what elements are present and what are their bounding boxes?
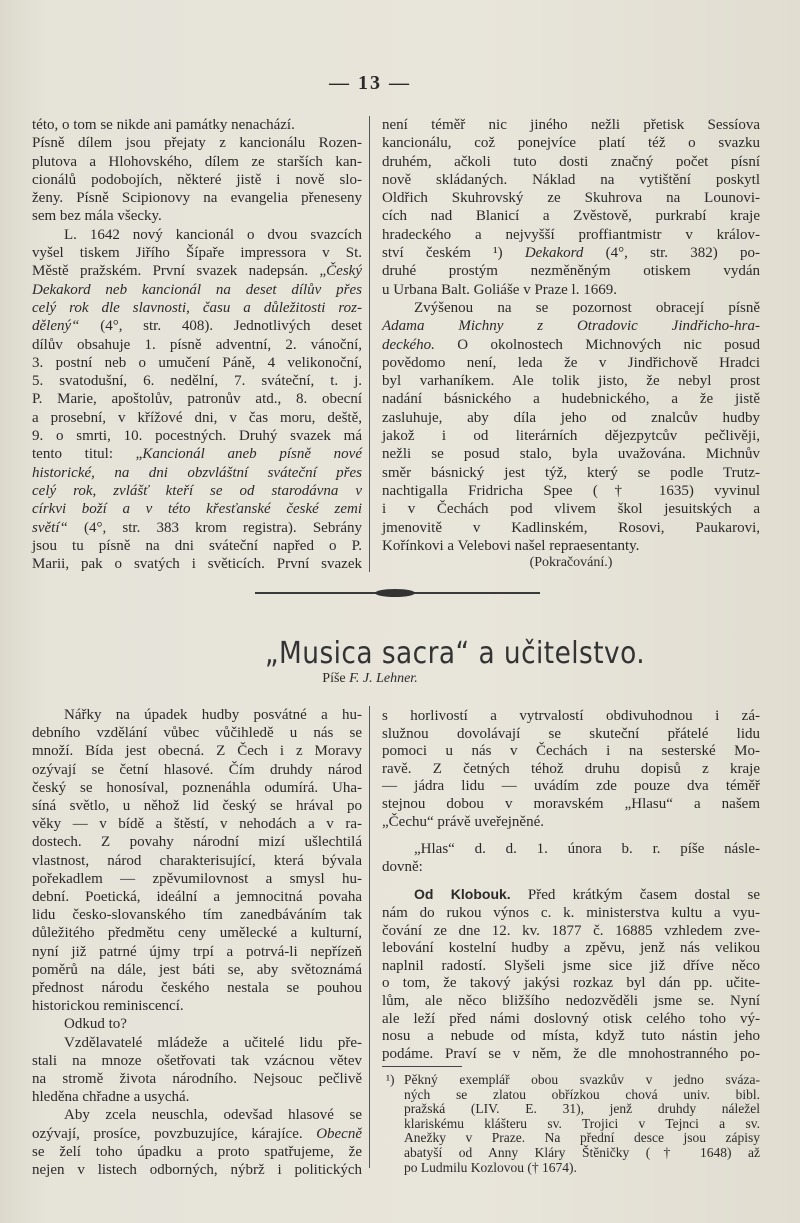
byline <box>250 671 490 687</box>
text-run: druhé prostým nezměněným otiskem vydán <box>382 263 760 280</box>
text-line <box>32 888 362 906</box>
paragraph <box>382 299 760 555</box>
text-run: stejnou dobou v moravském „Hlasu“ a našem <box>382 795 760 812</box>
text-line <box>382 354 760 372</box>
text-run: hradeckého a nejvyšší proffiantmistr v králov- <box>382 226 760 243</box>
text-line <box>404 1102 760 1117</box>
text-line <box>382 134 760 152</box>
italic-text: Obecně <box>316 1125 362 1142</box>
text-run: po Ludmilu Kozlovou († 1674). <box>404 1159 577 1175</box>
text-line <box>32 1070 362 1088</box>
text-run: ozývají se četní hlasové. Čím druhdy národ <box>32 761 362 778</box>
paragraph <box>382 116 760 299</box>
text-run: cích nad Blanicí a Zvěstově, purkrabí kraje <box>382 208 760 225</box>
italic-text: církvi boží a v této křesťanské české zemi <box>32 501 362 518</box>
text-run: Anežky v Praze. Na přední desce jsou zápisy <box>404 1130 760 1146</box>
text-run: věky — v bídě a štěstí, v nehodách a v ra- <box>32 816 362 833</box>
text-run: o tom, že takový jakýsi rozkaz byl dán pp. učite- <box>382 975 760 992</box>
text-run: nadání básnického a hudebnického, a že jistě <box>382 391 760 408</box>
bold-text: Od Klobouk. <box>414 886 511 903</box>
text-line <box>32 1034 362 1052</box>
text-line <box>32 979 362 997</box>
text-line <box>32 281 362 299</box>
text-run: nejen v listech odborných, nýbrž i politických <box>32 1162 362 1179</box>
footnote-mark: ¹) <box>386 1072 395 1087</box>
text-run: této, o tom se nikde ani památky nenachází. <box>32 117 295 133</box>
text-line <box>32 445 362 463</box>
text-line <box>32 961 362 979</box>
text-line <box>32 244 362 262</box>
text-run: nyní již patrné újmy trpí a potrvá-li nepřízeň <box>32 943 362 960</box>
text-line <box>32 372 362 390</box>
text-run: služnou dovolávají se skuteční přátelé lidu <box>382 725 760 742</box>
italic-text: Dekakord neb kancionál na deset dílův přes <box>32 281 362 298</box>
text-line <box>382 1046 760 1064</box>
text-line <box>32 706 362 724</box>
text-line <box>32 997 362 1015</box>
text-run: povědomo není, leda že v Jindřichově Hradci <box>382 354 760 371</box>
text-line <box>382 464 760 482</box>
text-line <box>382 796 760 814</box>
text-line <box>32 761 362 779</box>
text-run: ných se zlatou obřízkou chová univ. bibl. <box>404 1086 760 1102</box>
text-line <box>32 262 362 280</box>
text-run: lům, ale něco bližšího nedozvěděli jsme se. Nyní <box>382 992 760 1009</box>
column-top-right <box>382 116 760 555</box>
text-run: ravě. Z četných téhož druhu dopisů z kraje <box>382 760 760 777</box>
text-line <box>382 993 760 1011</box>
paragraph <box>382 886 760 1063</box>
text-line <box>32 537 362 555</box>
text-line <box>382 886 760 905</box>
text-line <box>382 905 760 923</box>
text-run: přednost národu českého nestala se pouhou <box>32 980 362 997</box>
text-run: množí. Bída jest obecná. Z Čech i z Moravy <box>32 743 362 760</box>
text-run: jakož i od literárních dějezpytcův pečlivěji, <box>382 428 760 445</box>
text-run: na stromě života národního. Nejsouc pečlivě <box>32 1071 362 1088</box>
text-line <box>382 299 760 317</box>
text-line <box>32 464 362 482</box>
text-line <box>32 742 362 760</box>
text-line <box>32 943 362 961</box>
text-line <box>404 1117 760 1132</box>
text-run: Zvýšenou na se pozornost obracejí písně <box>414 299 760 316</box>
text-run: Písně dílem jsou přejaty z kancionálu Rozen- <box>32 135 362 152</box>
italic-text: historické, na dni obzvláštní sváteční přes <box>32 464 362 481</box>
text-run: L. 1642 nový kancionál o dvou svazcích <box>64 226 362 243</box>
byline-prefix: Píše <box>322 671 350 686</box>
text-run: kancionálu, což ponejvíce platí též o svazku <box>382 135 760 152</box>
text-line <box>382 189 760 207</box>
text-run: O okolnostech Michnových nic posud <box>434 336 760 353</box>
text-line <box>32 390 362 408</box>
text-run: Nářky na úpadek hudby posvátné a hu- <box>64 707 362 723</box>
text-line <box>382 708 760 726</box>
paragraph <box>32 116 362 134</box>
text-line <box>382 390 760 408</box>
text-line <box>32 1143 362 1161</box>
paragraph <box>32 1106 362 1179</box>
text-line <box>32 555 362 573</box>
paragraph <box>32 226 362 574</box>
text-run: (4°, str. 382) po- <box>583 245 760 262</box>
italic-text: celý rok dle slavnosti, času a důležitosti roz- <box>32 299 362 316</box>
text-run: historickou reminiscencí. <box>32 998 184 1015</box>
text-line <box>32 317 362 335</box>
column-divider <box>369 706 370 1168</box>
text-run: jsou tu písně na dni sváteční napřed o P. <box>32 537 362 554</box>
text-run: Aby zcela neuschla, odevšad hlasové se <box>64 1107 362 1124</box>
text-line <box>32 171 362 189</box>
text-line <box>382 244 760 262</box>
text-run: nám do rukou výnos c. k. ministerstva kultu a vyu- <box>382 904 760 921</box>
article-title: „Musica sacra“ a učitelstvo. <box>264 636 646 671</box>
text-run: abatyší od Anny Kláry Štěničky († 1648) až <box>404 1144 760 1160</box>
text-run: (4°, str. 383 krom registra). Sebrány <box>67 519 362 536</box>
text-run: P. Marie, apoštolův, patronův atd., 8. obecní <box>32 391 362 408</box>
text-run: se želí toho úpadku a proto spatřujeme, že <box>32 1143 362 1160</box>
text-run: ozývají, prosíce, povzbuzujíce, kárajíce. <box>32 1125 317 1142</box>
text-run: nosu a nebude od místa, když tuto nástin jeho <box>382 1028 760 1045</box>
text-run: plutova a Hlohovského, dílem ze starších kan- <box>32 153 362 170</box>
text-run: vyšel tiskem Jiřího Šípaře impressora v St. <box>32 245 362 262</box>
text-run: ale leží před námi doslovný otisk celého toho vý- <box>382 1010 760 1027</box>
text-run: cionálů podobojích, některé jistě i nově slo- <box>32 171 362 188</box>
text-line <box>32 1052 362 1070</box>
text-run: český se honosíval, poznenáhla odumírá. Uha- <box>32 779 362 796</box>
text-run: důležitého předmětu ceny umělecké a kulturní, <box>32 925 362 942</box>
text-line <box>32 870 362 888</box>
text-line <box>32 906 362 924</box>
text-line <box>32 409 362 427</box>
text-line <box>382 482 760 500</box>
text-line <box>382 940 760 958</box>
text-run: s horlivostí a vytrvalostí obdivuhodnou i zá- <box>382 708 760 724</box>
continued-note: (Pokračování.) <box>529 555 613 570</box>
text-line <box>382 1011 760 1029</box>
text-line <box>382 207 760 225</box>
text-run: sem bez mála všecky. <box>32 208 162 225</box>
text-run: Vzdělavatelé mládeže a učitelé lidu pře- <box>64 1034 362 1051</box>
text-line <box>32 427 362 445</box>
text-run: 3. postní neb o umučení Páně, 4 velikonoční, <box>32 354 362 371</box>
text-line <box>32 1161 362 1179</box>
text-run: Kořínkovi a Velebovi našel repraesentanty. <box>382 537 640 554</box>
text-line <box>32 815 362 833</box>
text-run: lebování kostelní hudby a zpěvu, jenž nás velikou <box>382 940 760 957</box>
text-run: nachtigalla Fridricha Spee († 1635) vyvinul <box>382 482 760 499</box>
italic-text: deckého. <box>382 336 435 353</box>
text-run: stali na mnoze ošetřovati tak vzácnou větev <box>32 1052 362 1069</box>
text-run: „Čechu“ právě uveřejněné. <box>382 813 544 830</box>
italic-text: Český <box>326 263 362 280</box>
text-line <box>382 778 760 796</box>
footnote <box>382 1073 760 1175</box>
text-run: (4°, str. 408). Jednotlivých deset <box>79 318 362 335</box>
column-bottom-left <box>32 706 362 1179</box>
italic-text: světí“ <box>32 519 68 536</box>
text-line <box>404 1131 760 1146</box>
text-line <box>382 1028 760 1046</box>
text-run: Pěkný exemplář obou svazkův v jedno sváza- <box>404 1072 760 1087</box>
text-run: klariskému klášteru sv. Trojici v Tejnci a sv. <box>404 1115 760 1131</box>
text-run: pořekadlem — zpěvumilovnost a smysl hu- <box>32 870 362 887</box>
text-line <box>382 336 760 354</box>
italic-text: Dekakord <box>524 245 584 262</box>
text-run: poměrů na dále, jest báti se, aby světoznámá <box>32 961 362 978</box>
text-line <box>32 724 362 742</box>
text-run: hleděna chřadne a usychá. <box>32 1089 190 1106</box>
paragraph <box>32 134 362 225</box>
text-line <box>382 409 760 427</box>
text-run: zasluhuje, aby díla jeho od znalcův hudby <box>382 409 760 426</box>
text-run: síná světlo, u něhož lid český se hrával po <box>32 798 362 815</box>
text-run: Před krátkým časem dostal se <box>510 887 760 904</box>
italic-text: Adama Michny z Otradovic Jindřicho-hra- <box>382 318 760 335</box>
text-run: dební. Poetická, ideální a jemnocitná povaha <box>32 889 362 906</box>
text-run: 9. o smrti, 10. pocestných. Druhý svazek má <box>32 428 362 445</box>
text-run: není téměř nic jiného nežli přetisk Sessíova <box>382 117 760 133</box>
text-run: Odkud to? <box>64 1016 127 1033</box>
text-run: čování ze dne 12. kv. 1877 č. 16885 vzhledem zve- <box>382 922 760 939</box>
page-number: — 13 — <box>329 72 411 94</box>
text-run: tento titul: „ <box>32 446 143 463</box>
text-line <box>32 797 362 815</box>
text-run: „Hlas“ d. d. 1. února b. r. píše násle- <box>414 841 760 858</box>
text-line <box>32 354 362 372</box>
column-divider <box>369 116 370 572</box>
text-line <box>382 500 760 518</box>
italic-text: dělený“ <box>32 318 80 335</box>
paragraph <box>32 1034 362 1107</box>
text-line <box>404 1161 760 1176</box>
text-line <box>32 519 362 537</box>
text-line <box>32 1125 362 1143</box>
text-line <box>32 924 362 942</box>
paragraph <box>32 706 362 1015</box>
text-line <box>32 482 362 500</box>
text-run: nežli se posud stalo, byla uvažována. Michnův <box>382 446 760 463</box>
text-line <box>382 427 760 445</box>
text-run: dovně: <box>382 858 423 875</box>
text-line <box>382 153 760 171</box>
text-line <box>32 134 362 152</box>
text-line <box>382 262 760 280</box>
paragraph <box>382 708 760 831</box>
text-run: pomoci u nás v Čechách i na sesterské Mo- <box>382 743 760 760</box>
text-line <box>404 1146 760 1161</box>
text-line <box>382 537 760 555</box>
text-line <box>32 299 362 317</box>
text-line <box>32 189 362 207</box>
text-line <box>32 207 362 225</box>
text-run: ženy. Písně Scipionovy na evangelia přeneseny <box>32 190 362 207</box>
text-line <box>382 281 760 299</box>
text-run: debního vzdělání vůbec vůčihledě u nás se <box>32 725 362 742</box>
italic-text: Kancionál aneb písně nové <box>142 446 362 463</box>
text-line <box>32 779 362 797</box>
text-line <box>382 975 760 993</box>
text-line <box>382 171 760 189</box>
paragraph <box>32 1015 362 1033</box>
text-run: Oldřich Skuhrovský ze Skuhrova na Lounovi- <box>382 190 760 207</box>
text-line <box>382 116 760 134</box>
paragraph <box>382 841 760 876</box>
ornamental-rule <box>255 592 540 594</box>
text-run: vlastnost, národ charakterisující, která bývala <box>32 852 362 869</box>
text-line <box>382 726 760 744</box>
text-line <box>32 1106 362 1124</box>
text-line <box>382 958 760 976</box>
text-line <box>382 445 760 463</box>
text-run: Městě pražském. První svazek nadepsán. „ <box>32 263 327 280</box>
text-line <box>32 852 362 870</box>
text-line <box>32 336 362 354</box>
text-run: i v Čechách pod vlivem škol jesuitských a <box>382 501 760 518</box>
footnote-rule <box>382 1066 462 1067</box>
column-bottom-right <box>382 708 760 1063</box>
text-run: Marii, pak o svatých i světicích. První svazek <box>32 556 362 573</box>
text-run: byl varhaníkem. Ale tolik jisto, že nebyl prost <box>382 373 760 390</box>
author: F. J. Lehner. <box>349 671 418 686</box>
column-top-left <box>32 116 362 573</box>
text-run: a prosební, v křížové dni, v čas moru, deště, <box>32 409 362 426</box>
text-run: lidu česko-slovanského tím zanedbáváním tak <box>32 907 362 924</box>
text-line <box>382 372 760 390</box>
text-line <box>382 226 760 244</box>
text-line <box>382 814 760 832</box>
text-run: 5. svatodušní, 6. nedělní, 7. sváteční, t. j. <box>32 373 362 390</box>
text-line <box>382 317 760 335</box>
italic-text: celý rok, zvlášť kteří se od starodávna v <box>32 482 362 499</box>
text-run: nově skládaných. Náklad na vytištění poskytl <box>382 171 760 188</box>
text-line <box>32 833 362 851</box>
text-run: jmenovitě v Kadlinském, Rosovi, Paukarovi, <box>382 519 760 536</box>
text-run: naplnil radostí. Slyšeli jsme sice již dříve něco <box>382 957 760 974</box>
text-run: směr básnický jest týž, který se podle Trutz- <box>382 464 760 481</box>
text-line <box>382 859 760 877</box>
text-line <box>382 841 760 859</box>
text-run: podáme. Praví se v něm, že dle mnohostranného po- <box>382 1045 760 1062</box>
text-run: — jádra lidu — uvádím zde pouze dva téměř <box>382 778 760 795</box>
text-run: dostech. Z povahy národní mizí ušlechtilá <box>32 834 362 851</box>
text-line <box>382 743 760 761</box>
text-line <box>32 226 362 244</box>
text-run: ství českém ¹) <box>382 245 525 262</box>
text-run: dílův obsahuje 1. písně adventní, 2. vánoční, <box>32 336 362 353</box>
text-line <box>32 116 362 134</box>
text-line <box>404 1088 760 1103</box>
text-line <box>32 153 362 171</box>
text-line <box>404 1073 760 1088</box>
text-line <box>32 1015 362 1033</box>
text-line <box>32 1088 362 1106</box>
text-run: druhém, ačkoli tuto dosti značný počet písní <box>382 153 760 170</box>
text-run: u Urbana Balt. Goliáše v Praze l. 1669. <box>382 281 617 298</box>
text-run: pražská (LIV. E. 31), jenž druhdy náležel <box>404 1101 760 1117</box>
text-line <box>382 519 760 537</box>
text-line <box>382 923 760 941</box>
text-line <box>382 761 760 779</box>
text-line <box>32 500 362 518</box>
